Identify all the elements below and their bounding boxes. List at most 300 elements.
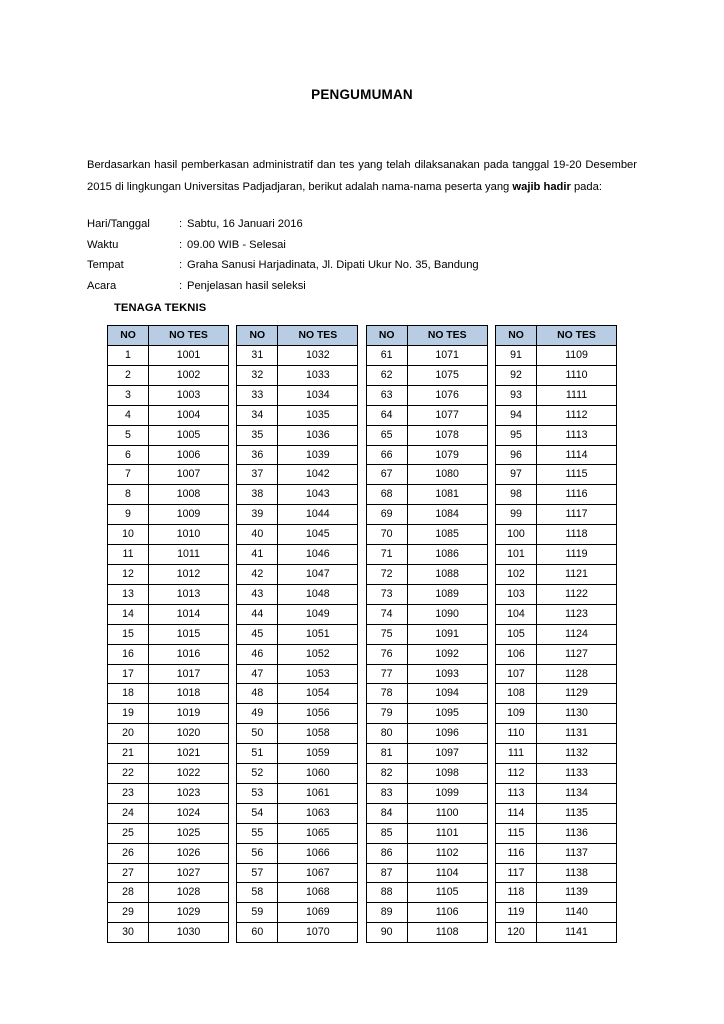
cell-no: 82 [366,764,407,784]
detail-row [87,214,637,235]
cell-no-tes: 1035 [278,405,358,425]
table-row [237,445,358,465]
detail-label: Hari/Tanggal [87,218,150,230]
cell-no-tes: 1141 [536,923,616,943]
cell-no: 33 [237,385,278,405]
cell-no: 15 [108,624,149,644]
intro-text-part1: Berdasarkan hasil pemberkasan administratif dan tes yang telah dilaksanakan pada tanggal 19-20 Desember 2015 di lingkungan Universitas Padjadjaran, berikut adalah nama-nama peserta yang [87,159,637,194]
cell-no-tes: 1026 [149,843,229,863]
cell-no: 59 [237,903,278,923]
table-row [237,505,358,525]
cell-no-tes: 1014 [149,604,229,624]
cell-no-tes: 1007 [149,465,229,485]
table-row [366,365,487,385]
table-row [108,346,229,366]
detail-row [87,276,637,297]
cell-no: 45 [237,624,278,644]
table-row [108,465,229,485]
cell-no: 47 [237,664,278,684]
table-row [366,485,487,505]
cell-no: 96 [495,445,536,465]
cell-no: 42 [237,564,278,584]
cell-no-tes: 1066 [278,843,358,863]
cell-no: 75 [366,624,407,644]
cell-no: 39 [237,505,278,525]
cell-no-tes: 1009 [149,505,229,525]
cell-no: 32 [237,365,278,385]
table-row [495,664,616,684]
table-row [108,604,229,624]
table-row [366,445,487,465]
section-heading-tenaga-teknis: TENAGA TEKNIS [114,302,207,314]
cell-no: 18 [108,684,149,704]
cell-no-tes: 1053 [278,664,358,684]
cell-no: 62 [366,365,407,385]
cell-no: 105 [495,624,536,644]
detail-value: Graha Sanusi Harjadinata, Jl. Dipati Ukur No. 35, Bandung [187,259,479,271]
cell-no-tes: 1065 [278,823,358,843]
cell-no-tes: 1036 [278,425,358,445]
cell-no-tes: 1114 [536,445,616,465]
table-row [108,405,229,425]
table-row [237,764,358,784]
column-header-no-tes: NO TES [536,326,616,346]
table-row [366,704,487,724]
cell-no-tes: 1020 [149,724,229,744]
table-row [237,604,358,624]
cell-no: 53 [237,783,278,803]
table-row [237,385,358,405]
intro-text-emphasis: wajib hadir [512,181,571,194]
cell-no: 61 [366,346,407,366]
cell-no-tes: 1060 [278,764,358,784]
cell-no: 91 [495,346,536,366]
cell-no-tes: 1109 [536,346,616,366]
table-row [366,863,487,883]
cell-no: 71 [366,545,407,565]
cell-no-tes: 1124 [536,624,616,644]
cell-no: 36 [237,445,278,465]
table-row [495,425,616,445]
cell-no-tes: 1034 [278,385,358,405]
table-row [237,724,358,744]
cell-no-tes: 1021 [149,744,229,764]
cell-no-tes: 1118 [536,525,616,545]
cell-no: 88 [366,883,407,903]
table-row [495,684,616,704]
cell-no: 21 [108,744,149,764]
cell-no-tes: 1100 [407,803,487,823]
cell-no: 55 [237,823,278,843]
cell-no: 114 [495,803,536,823]
cell-no-tes: 1127 [536,644,616,664]
table-row [237,624,358,644]
cell-no: 74 [366,604,407,624]
table-row [495,445,616,465]
cell-no-tes: 1027 [149,863,229,883]
table-row [108,485,229,505]
cell-no: 66 [366,445,407,465]
cell-no: 16 [108,644,149,664]
cell-no: 11 [108,545,149,565]
table-row [108,704,229,724]
cell-no: 2 [108,365,149,385]
cell-no: 58 [237,883,278,903]
detail-value: 09.00 WIB - Selesai [187,238,286,251]
cell-no-tes: 1117 [536,505,616,525]
cell-no-tes: 1119 [536,545,616,565]
cell-no-tes: 1088 [407,564,487,584]
table-row [237,405,358,425]
table-row [237,564,358,584]
table-row [237,783,358,803]
cell-no-tes: 1080 [407,465,487,485]
cell-no: 27 [108,863,149,883]
cell-no-tes: 1136 [536,823,616,843]
cell-no-tes: 1006 [149,445,229,465]
table-row [108,724,229,744]
cell-no-tes: 1105 [407,883,487,903]
detail-separator: : [179,279,183,292]
cell-no-tes: 1071 [407,346,487,366]
table-row [108,684,229,704]
table-row [366,724,487,744]
cell-no: 35 [237,425,278,445]
participant-table [495,325,617,943]
cell-no-tes: 1110 [536,365,616,385]
cell-no-tes: 1011 [149,545,229,565]
table-row [366,883,487,903]
table-row [237,465,358,485]
table-row [495,783,616,803]
cell-no-tes: 1058 [278,724,358,744]
column-header-no: NO [108,326,149,346]
table-row [237,843,358,863]
cell-no-tes: 1025 [149,823,229,843]
cell-no-tes: 1077 [407,405,487,425]
table-row [237,485,358,505]
cell-no-tes: 1101 [407,823,487,843]
cell-no-tes: 1095 [407,704,487,724]
cell-no: 108 [495,684,536,704]
table-row [495,863,616,883]
column-header-no: NO [495,326,536,346]
cell-no: 29 [108,903,149,923]
table-row [366,624,487,644]
cell-no: 94 [495,405,536,425]
cell-no: 112 [495,764,536,784]
cell-no-tes: 1093 [407,664,487,684]
cell-no-tes: 1092 [407,644,487,664]
cell-no: 92 [495,365,536,385]
cell-no-tes: 1112 [536,405,616,425]
cell-no: 26 [108,843,149,863]
cell-no: 73 [366,584,407,604]
table-row [366,823,487,843]
participant-table [366,325,488,943]
cell-no-tes: 1024 [149,803,229,823]
cell-no-tes: 1131 [536,724,616,744]
cell-no-tes: 1022 [149,764,229,784]
cell-no-tes: 1084 [407,505,487,525]
cell-no-tes: 1013 [149,584,229,604]
table-row [366,545,487,565]
table-row [366,385,487,405]
cell-no-tes: 1039 [278,445,358,465]
cell-no-tes: 1133 [536,764,616,784]
table-row [237,823,358,843]
table-row [495,525,616,545]
detail-label: Tempat [87,259,124,271]
table-row [237,803,358,823]
cell-no-tes: 1091 [407,624,487,644]
cell-no-tes: 1068 [278,883,358,903]
detail-row [87,235,637,256]
table-row [495,744,616,764]
cell-no: 64 [366,405,407,425]
cell-no-tes: 1122 [536,584,616,604]
cell-no-tes: 1063 [278,803,358,823]
cell-no-tes: 1023 [149,783,229,803]
cell-no: 9 [108,505,149,525]
cell-no-tes: 1046 [278,545,358,565]
intro-text-part2: pada: [570,181,602,194]
detail-separator: : [179,259,183,271]
cell-no: 3 [108,385,149,405]
table-row [237,744,358,764]
cell-no-tes: 1047 [278,564,358,584]
cell-no: 104 [495,604,536,624]
cell-no-tes: 1061 [278,783,358,803]
cell-no: 19 [108,704,149,724]
table-row [366,664,487,684]
cell-no-tes: 1044 [278,505,358,525]
table-row [108,903,229,923]
table-row [237,365,358,385]
cell-no: 79 [366,704,407,724]
table-row [366,584,487,604]
cell-no-tes: 1104 [407,863,487,883]
cell-no-tes: 1085 [407,525,487,545]
cell-no-tes: 1116 [536,485,616,505]
table-row [237,346,358,366]
cell-no: 69 [366,505,407,525]
cell-no: 20 [108,724,149,744]
table-row [108,525,229,545]
table-row [237,903,358,923]
table-row [237,704,358,724]
table-row [108,644,229,664]
table-row [495,465,616,485]
cell-no: 4 [108,405,149,425]
cell-no: 78 [366,684,407,704]
table-row [108,564,229,584]
cell-no-tes: 1137 [536,843,616,863]
cell-no-tes: 1056 [278,704,358,724]
cell-no-tes: 1017 [149,664,229,684]
cell-no: 5 [108,425,149,445]
cell-no-tes: 1004 [149,405,229,425]
table-row [237,584,358,604]
table-row [366,783,487,803]
table-row [495,584,616,604]
cell-no: 44 [237,604,278,624]
table-row [495,405,616,425]
table-row [237,545,358,565]
cell-no-tes: 1075 [407,365,487,385]
cell-no: 50 [237,724,278,744]
table-row [495,823,616,843]
column-header-no-tes: NO TES [149,326,229,346]
cell-no-tes: 1123 [536,604,616,624]
cell-no-tes: 1010 [149,525,229,545]
cell-no-tes: 1045 [278,525,358,545]
cell-no: 13 [108,584,149,604]
cell-no: 86 [366,843,407,863]
table-row [366,465,487,485]
cell-no-tes: 1069 [278,903,358,923]
cell-no-tes: 1051 [278,624,358,644]
cell-no: 85 [366,823,407,843]
cell-no: 72 [366,564,407,584]
table-row [237,525,358,545]
table-row [495,843,616,863]
cell-no: 8 [108,485,149,505]
table-row [237,644,358,664]
table-header-row [108,326,229,346]
table-row [366,425,487,445]
cell-no-tes: 1070 [278,923,358,943]
table-row [108,923,229,943]
cell-no-tes: 1019 [149,704,229,724]
table-row [366,644,487,664]
cell-no-tes: 1018 [149,684,229,704]
cell-no-tes: 1089 [407,584,487,604]
cell-no-tes: 1108 [407,923,487,943]
cell-no: 52 [237,764,278,784]
table-row [366,744,487,764]
table-row [108,445,229,465]
cell-no: 41 [237,545,278,565]
cell-no-tes: 1099 [407,783,487,803]
table-row [108,823,229,843]
detail-label: Acara [87,279,117,292]
cell-no-tes: 1005 [149,425,229,445]
cell-no-tes: 1140 [536,903,616,923]
cell-no: 107 [495,664,536,684]
table-row [495,604,616,624]
cell-no: 31 [237,346,278,366]
table-row [366,803,487,823]
cell-no: 22 [108,764,149,784]
cell-no: 28 [108,883,149,903]
cell-no: 93 [495,385,536,405]
table-header-row [366,326,487,346]
cell-no: 43 [237,584,278,604]
cell-no-tes: 1028 [149,883,229,903]
table-row [495,923,616,943]
table-row [495,644,616,664]
table-row [108,505,229,525]
cell-no: 1 [108,346,149,366]
cell-no: 80 [366,724,407,744]
cell-no: 14 [108,604,149,624]
cell-no: 84 [366,803,407,823]
table-row [366,604,487,624]
cell-no: 60 [237,923,278,943]
cell-no: 102 [495,564,536,584]
table-row [495,505,616,525]
cell-no: 40 [237,525,278,545]
cell-no: 17 [108,664,149,684]
cell-no: 38 [237,485,278,505]
table-row [366,903,487,923]
table-row [108,783,229,803]
cell-no-tes: 1076 [407,385,487,405]
table-row [108,365,229,385]
table-row [495,704,616,724]
cell-no-tes: 1132 [536,744,616,764]
cell-no-tes: 1135 [536,803,616,823]
column-header-no-tes: NO TES [407,326,487,346]
cell-no-tes: 1003 [149,385,229,405]
cell-no-tes: 1008 [149,485,229,505]
cell-no-tes: 1128 [536,664,616,684]
cell-no-tes: 1002 [149,365,229,385]
cell-no-tes: 1096 [407,724,487,744]
cell-no: 115 [495,823,536,843]
table-row [366,843,487,863]
cell-no-tes: 1048 [278,584,358,604]
cell-no-tes: 1052 [278,644,358,664]
table-row [495,545,616,565]
cell-no-tes: 1059 [278,744,358,764]
table-row [237,684,358,704]
table-row [495,903,616,923]
cell-no: 54 [237,803,278,823]
table-row [237,923,358,943]
column-header-no-tes: NO TES [278,326,358,346]
column-header-no: NO [366,326,407,346]
participant-table [236,325,358,943]
cell-no-tes: 1015 [149,624,229,644]
cell-no-tes: 1130 [536,704,616,724]
table-row [237,425,358,445]
cell-no: 111 [495,744,536,764]
cell-no-tes: 1090 [407,604,487,624]
table-row [237,664,358,684]
cell-no-tes: 1134 [536,783,616,803]
page-title: PENGUMUMAN [311,87,413,102]
column-header-no: NO [237,326,278,346]
cell-no: 119 [495,903,536,923]
table-row [108,843,229,863]
cell-no-tes: 1032 [278,346,358,366]
cell-no: 110 [495,724,536,744]
cell-no-tes: 1115 [536,465,616,485]
cell-no: 109 [495,704,536,724]
cell-no: 106 [495,644,536,664]
detail-separator: : [179,218,183,230]
cell-no: 48 [237,684,278,704]
table-row [108,863,229,883]
cell-no: 117 [495,863,536,883]
table-row [495,724,616,744]
cell-no: 65 [366,425,407,445]
cell-no: 87 [366,863,407,883]
cell-no-tes: 1102 [407,843,487,863]
cell-no: 77 [366,664,407,684]
